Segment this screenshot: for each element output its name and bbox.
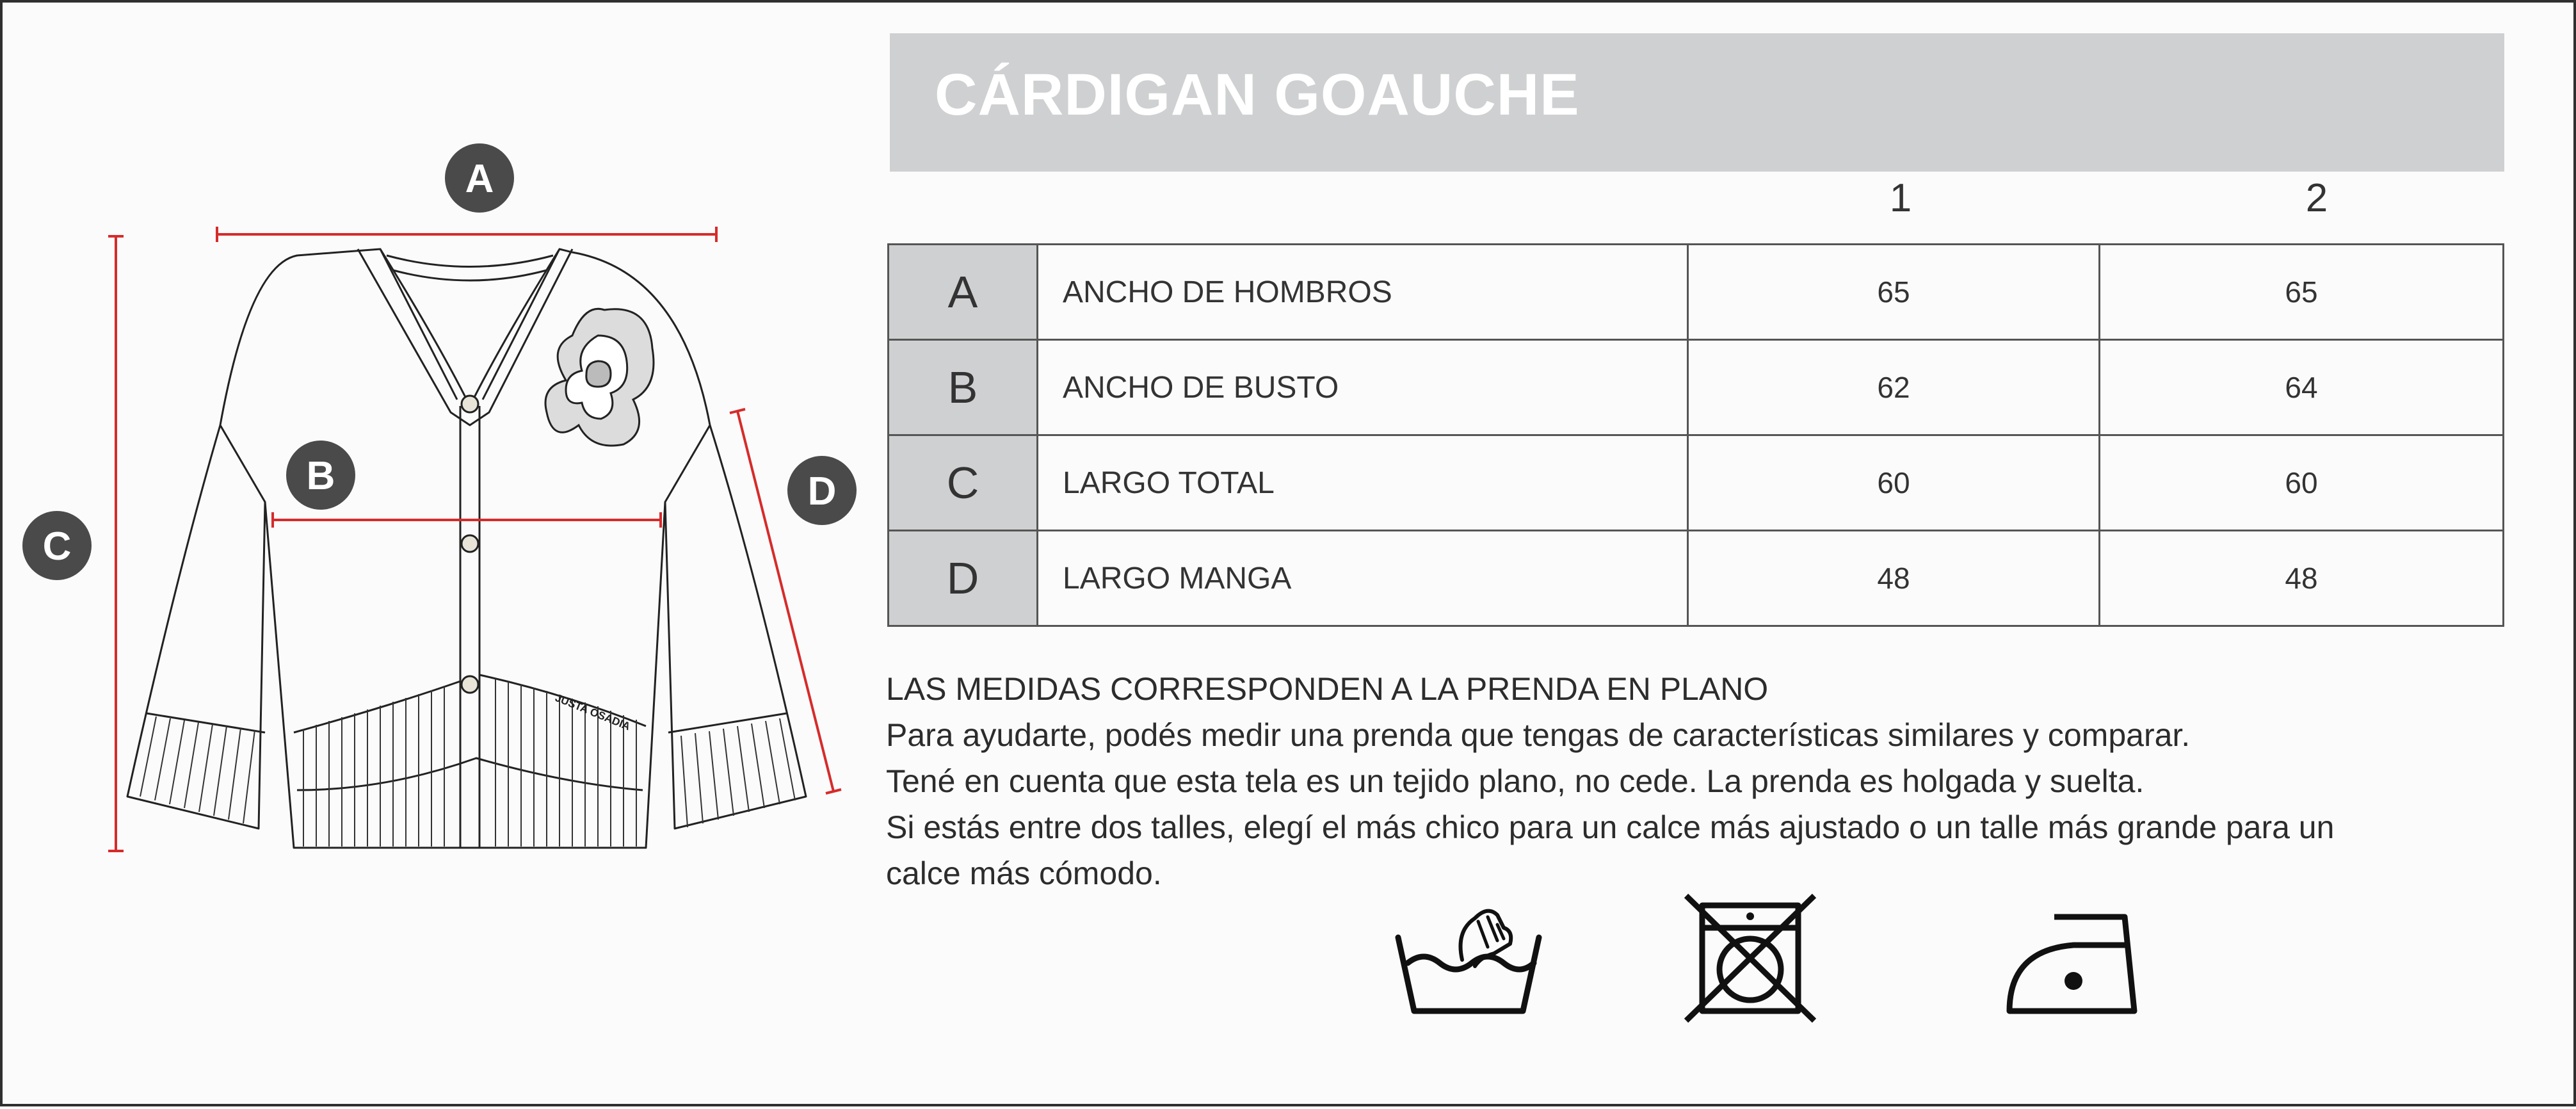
button-2 (462, 535, 478, 552)
table-row (889, 531, 2504, 626)
row-label: LARGO MANGA (1038, 531, 1688, 626)
marker-d-letter: D (807, 469, 837, 514)
iron-icon (2003, 905, 2144, 1021)
table-row (889, 245, 2504, 340)
marker-c-letter: C (42, 524, 72, 569)
row-code: A (889, 245, 1038, 340)
brand-label: JUSTA OSADIA (553, 692, 632, 733)
page-title: CÁRDIGAN GOAUCHE (935, 62, 1580, 127)
row-label: LARGO TOTAL (1038, 435, 1688, 531)
button-3 (462, 676, 478, 693)
row-value-size-2: 65 (2100, 245, 2504, 340)
cardigan-diagram (3, 3, 860, 1109)
title-bar (890, 33, 2504, 172)
notes-line: calce más cómodo. (886, 855, 1162, 891)
measurements-table (887, 243, 2504, 627)
button-1 (462, 396, 478, 412)
flower-applique (545, 309, 654, 446)
marker-b (286, 441, 355, 510)
row-value-size-1: 60 (1688, 435, 2100, 531)
notes-heading: LAS MEDIDAS CORRESPONDEN A LA PRENDA EN PLANO (886, 671, 1769, 707)
hand-wash-icon (1392, 893, 1545, 1021)
row-value-size-1: 65 (1688, 245, 2100, 340)
marker-b-letter: B (306, 454, 335, 498)
row-value-size-2: 60 (2100, 435, 2504, 531)
notes-line: Si estás entre dos talles, elegí el más chico para un calce más ajustado o un talle más grande para un (886, 809, 2335, 845)
row-code: C (889, 435, 1038, 531)
row-value-size-2: 64 (2100, 340, 2504, 435)
row-label: ANCHO DE BUSTO (1038, 340, 1688, 435)
row-value-size-1: 62 (1688, 340, 2100, 435)
table-row (889, 340, 2504, 435)
notes-line: Tené en cuenta que esta tela es un tejido plano, no cede. La prenda es holgada y suelta. (886, 763, 2145, 799)
table-row (889, 435, 2504, 531)
row-value-size-2: 48 (2100, 531, 2504, 626)
no-tumble-dry-icon (1683, 893, 1817, 1024)
measurement-notes (886, 666, 2474, 896)
row-code: D (889, 531, 1038, 626)
row-code: B (889, 340, 1038, 435)
marker-a-letter: A (465, 157, 494, 201)
size-header-1: 1 (1889, 176, 1912, 220)
row-value-size-1: 48 (1688, 531, 2100, 626)
left-sleeve (127, 425, 265, 829)
marker-c (22, 511, 92, 580)
notes-line: Para ayudarte, podés medir una prenda que tengas de características similares y comparar. (886, 717, 2191, 753)
right-sleeve (665, 425, 806, 829)
marker-d (787, 456, 857, 525)
row-label: ANCHO DE HOMBROS (1038, 245, 1688, 340)
size-header-2: 2 (2305, 176, 2328, 220)
marker-a (445, 143, 514, 213)
